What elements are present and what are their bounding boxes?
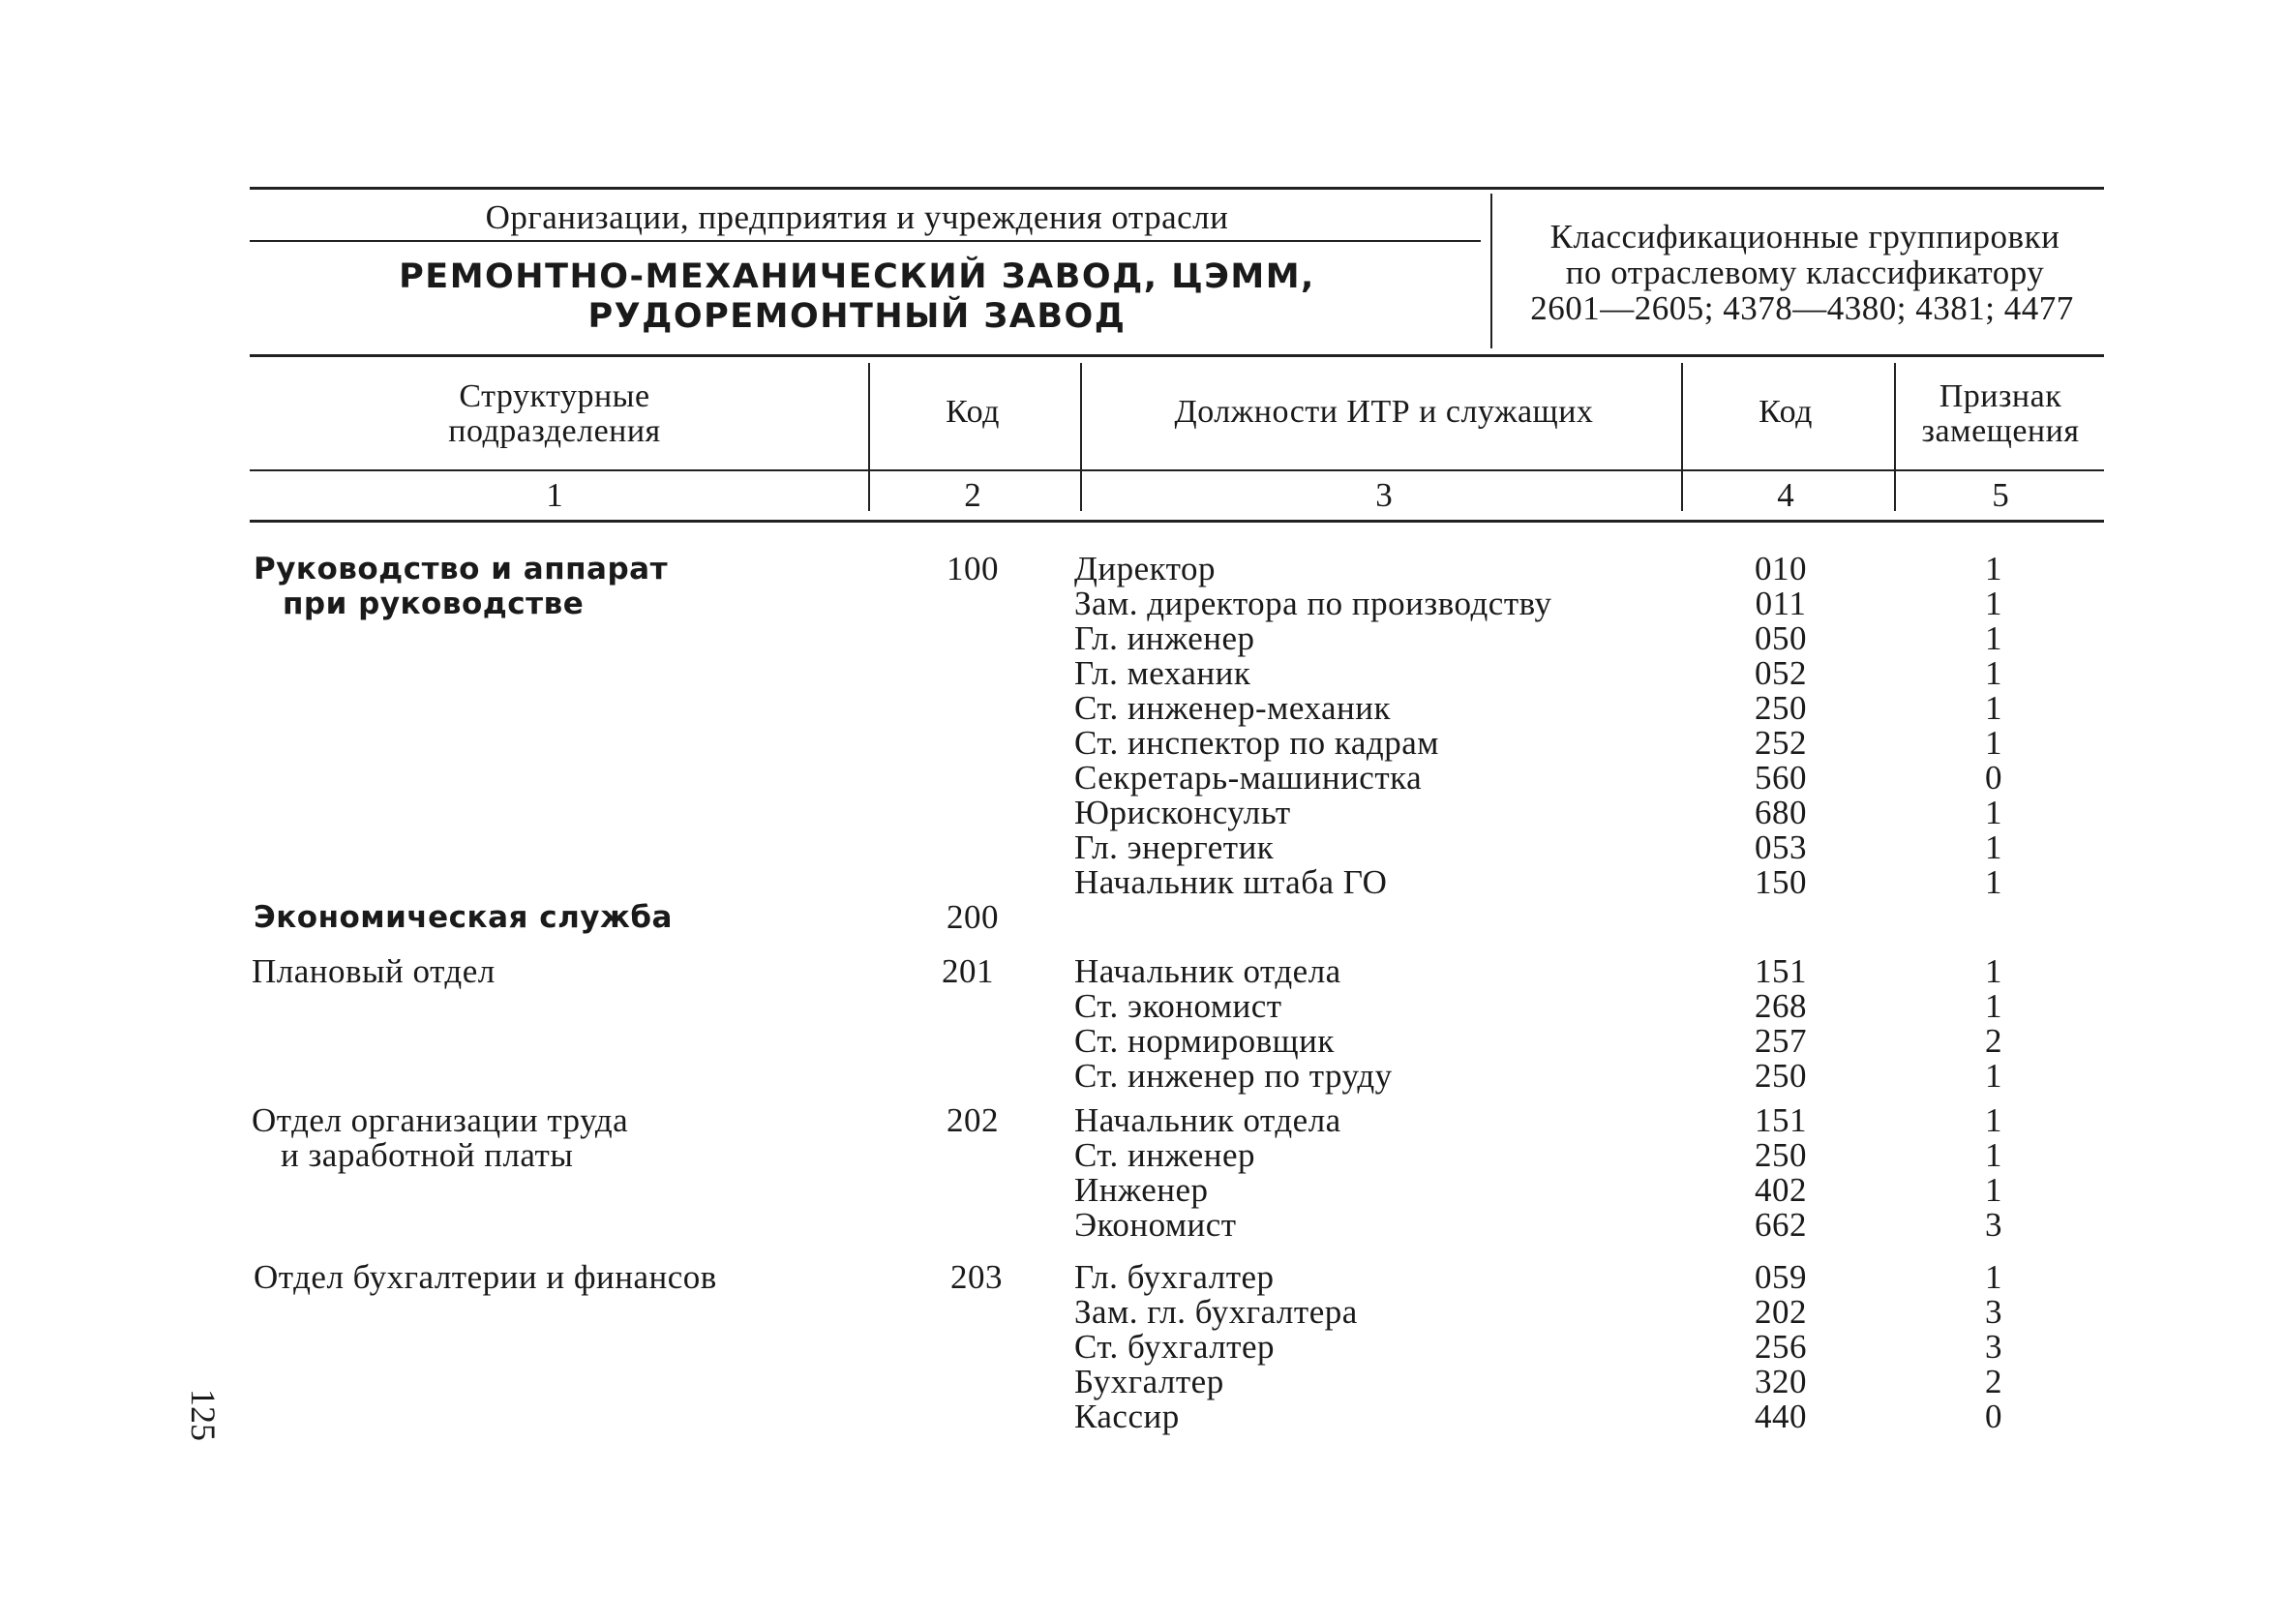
position-title: Директор — [1074, 550, 1217, 587]
position-title: Начальник штаба ГО — [1074, 863, 1388, 901]
unit-code: 200 — [947, 898, 999, 936]
position-code: 151 — [1755, 1101, 1807, 1139]
position-title: Кассир — [1074, 1398, 1180, 1435]
unit-name: Плановый отдел — [252, 952, 496, 990]
col-divider-4 — [1894, 363, 1896, 511]
col-header-rule — [250, 469, 2104, 471]
position-title: Ст. бухгалтер — [1074, 1328, 1276, 1366]
unit-name: Руководство и аппарат — [254, 552, 669, 586]
replacement-flag: 1 — [1985, 585, 2002, 622]
col1-header-line2: подразделения — [448, 413, 661, 449]
replacement-flag: 2 — [1985, 1363, 2002, 1400]
header-bottom-rule — [250, 354, 2104, 357]
position-code: 250 — [1755, 1057, 1807, 1095]
replacement-flag: 1 — [1985, 1258, 2002, 1296]
replacement-flag: 1 — [1985, 1171, 2002, 1209]
position-title: Экономист — [1074, 1206, 1237, 1244]
replacement-flag: 1 — [1985, 987, 2002, 1025]
unit-code: 202 — [947, 1101, 999, 1139]
classifier-line2: по отраслевому классификатору — [1565, 254, 2045, 291]
position-title: Гл. механик — [1074, 654, 1251, 692]
col4-number: 4 — [1777, 476, 1794, 514]
col3-number: 3 — [1375, 476, 1393, 514]
page-number: 125 — [184, 1389, 223, 1441]
position-title: Начальник отдела — [1074, 952, 1341, 990]
top-rule — [250, 187, 2104, 190]
unit-name: Экономическая служба — [254, 900, 673, 935]
position-title: Ст. инженер по труду — [1074, 1057, 1393, 1095]
position-title: Начальник отдела — [1074, 1101, 1341, 1139]
replacement-flag: 3 — [1985, 1328, 2002, 1366]
col3-header: Должности ИТР и служащих — [1174, 394, 1594, 430]
replacement-flag: 1 — [1985, 1101, 2002, 1139]
col5-header — [1897, 379, 2104, 449]
replacement-flag: 1 — [1985, 689, 2002, 727]
position-code: 010 — [1755, 550, 1807, 587]
replacement-flag: 0 — [1985, 759, 2002, 797]
col5-header-line2: замещения — [1921, 413, 2080, 449]
position-code: 440 — [1755, 1398, 1807, 1435]
page-title-line1: РЕМОНТНО-МЕХАНИЧЕСКИЙ ЗАВОД, ЦЭММ, — [399, 257, 1315, 296]
position-title: Секретарь-машинистка — [1074, 759, 1423, 797]
col1-number: 1 — [546, 476, 563, 514]
replacement-flag: 3 — [1985, 1206, 2002, 1244]
position-code: 402 — [1755, 1171, 1807, 1209]
replacement-flag: 0 — [1985, 1398, 2002, 1435]
position-title: Гл. инженер — [1074, 619, 1255, 657]
replacement-flag: 1 — [1985, 952, 2002, 990]
position-code: 268 — [1755, 987, 1807, 1025]
page-title-line2: РУДОРЕМОНТНЫЙ ЗАВОД — [587, 297, 1127, 336]
unit-name-cont: при руководстве — [283, 586, 585, 621]
table-head-bottom-rule — [250, 520, 2104, 523]
position-code: 560 — [1755, 759, 1807, 797]
classifier-line3: 2601—2605; 4378—4380; 4381; 4477 — [1530, 289, 2074, 327]
position-code: 150 — [1755, 863, 1807, 901]
col2-header: Код — [946, 394, 1000, 430]
unit-code: 201 — [942, 952, 994, 990]
replacement-flag: 1 — [1985, 654, 2002, 692]
position-code: 053 — [1755, 828, 1807, 866]
position-code: 662 — [1755, 1206, 1807, 1244]
position-code: 256 — [1755, 1328, 1807, 1366]
position-code: 202 — [1755, 1293, 1807, 1331]
unit-name-cont: и заработной платы — [281, 1136, 574, 1174]
unit-name: Отдел бухгалтерии и финансов — [254, 1258, 717, 1296]
org-label-rule — [250, 240, 1481, 242]
replacement-flag: 2 — [1985, 1022, 2002, 1060]
classifier-line1: Классификационные группировки — [1549, 218, 2060, 256]
replacement-flag: 1 — [1985, 1057, 2002, 1095]
col2-number: 2 — [964, 476, 981, 514]
replacement-flag: 1 — [1985, 1136, 2002, 1174]
col5-header-line1: Признак — [1939, 378, 2062, 414]
col4-header: Код — [1759, 394, 1813, 430]
replacement-flag: 1 — [1985, 828, 2002, 866]
position-title: Ст. инспектор по кадрам — [1074, 724, 1439, 762]
unit-code: 203 — [950, 1258, 1003, 1296]
position-code: 059 — [1755, 1258, 1807, 1296]
position-title: Гл. энергетик — [1074, 828, 1275, 866]
col1-header — [250, 379, 859, 449]
org-label: Организации, предприятия и учреждения отрасли — [485, 198, 1229, 236]
replacement-flag: 3 — [1985, 1293, 2002, 1331]
unit-code: 100 — [947, 550, 999, 587]
col5-number: 5 — [1992, 476, 2009, 514]
position-title: Ст. экономист — [1074, 987, 1282, 1025]
position-code: 151 — [1755, 952, 1807, 990]
position-code: 250 — [1755, 1136, 1807, 1174]
position-code: 680 — [1755, 794, 1807, 831]
position-code: 252 — [1755, 724, 1807, 762]
position-code: 257 — [1755, 1022, 1807, 1060]
header-divider — [1490, 194, 1492, 348]
col-divider-1 — [868, 363, 870, 511]
replacement-flag: 1 — [1985, 550, 2002, 587]
position-title: Ст. нормировщик — [1074, 1022, 1335, 1060]
replacement-flag: 1 — [1985, 863, 2002, 901]
position-title: Ст. инженер — [1074, 1136, 1256, 1174]
replacement-flag: 1 — [1985, 724, 2002, 762]
col-divider-2 — [1080, 363, 1082, 511]
replacement-flag: 1 — [1985, 619, 2002, 657]
position-title: Юрисконсульт — [1074, 794, 1291, 831]
position-code: 250 — [1755, 689, 1807, 727]
position-title: Инженер — [1074, 1171, 1209, 1209]
position-code: 011 — [1755, 585, 1807, 622]
replacement-flag: 1 — [1985, 794, 2002, 831]
position-code: 052 — [1755, 654, 1807, 692]
position-title: Ст. инженер-механик — [1074, 689, 1391, 727]
position-code: 320 — [1755, 1363, 1807, 1400]
position-title: Зам. директора по производству — [1074, 585, 1552, 622]
position-title: Гл. бухгалтер — [1074, 1258, 1275, 1296]
unit-name: Отдел организации труда — [252, 1101, 629, 1139]
col1-header-line1: Структурные — [459, 378, 650, 414]
position-title: Зам. гл. бухгалтера — [1074, 1293, 1358, 1331]
position-title: Бухгалтер — [1074, 1363, 1224, 1400]
position-code: 050 — [1755, 619, 1807, 657]
